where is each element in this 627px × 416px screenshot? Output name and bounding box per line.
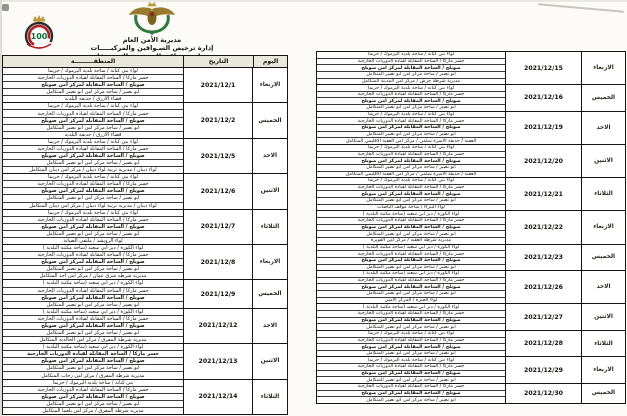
area-cell: ابو نصير / ساحة مركز امن ابو نصير المتكامل: [366, 324, 456, 330]
date-cell: 2021/12/28: [505, 331, 582, 357]
directorate-title: مديرية الأمن العام: [122, 36, 182, 44]
date-cell: 2021/12/9: [183, 280, 253, 307]
area-cell: جسر ماركا / الساحة المقابلة لقيادة الدوريات الخارجية: [317, 338, 505, 345]
area-cell: جسر ماركا / الساحة المقابلة لقيادة الدوريات الخارجية: [317, 278, 505, 285]
date-group-row: [3, 308, 287, 343]
area-cell: صويلح / الساحة المقابلة لمركز امن صويلح: [317, 344, 505, 351]
area-cell: مديرية شرطة المفرق / مركز امن رحاب المتكامل: [41, 372, 145, 379]
day-cell: الاربعاء: [593, 224, 614, 231]
area-cell: ابو نصير / ساحة مركز امن ابو نصير المتكامل: [366, 264, 456, 270]
day-cell: الاربعاء: [593, 367, 614, 374]
date-group-row: [317, 244, 625, 271]
area-cell: جسر ماركا / الساحة المقابلة لقيادة الدوريات الخارجية: [317, 384, 505, 391]
day-cell: الخميس: [591, 254, 616, 261]
area-cell: لواء بني كنانة / ساحة بلدية اليرموك / حريما: [3, 68, 183, 75]
day-cell: الثلاثاء: [260, 223, 280, 230]
date-cell: 2021/12/21: [505, 178, 582, 210]
area-cell: لواء بني كنانة / ساحة بلدية اليرموك / حريما: [3, 174, 183, 181]
area-cell: صويلح / الساحة المقابلة لمركز امن صويلح: [3, 259, 183, 266]
area-list: [317, 112, 505, 144]
area-cell: جسر ماركا / الساحة المقابلة لقيادة الدوريات الخارجية: [317, 311, 505, 318]
date-group-row: [317, 330, 625, 357]
area-cell: جسر ماركا / الساحة المقابلة لقيادة الدوريات الخارجية: [3, 252, 183, 259]
area-cell: لواء بني كنانة / ساحة بلدية اليرموك / حريما: [317, 52, 505, 59]
centennial-100-icon: [17, 14, 61, 56]
day-cell: الاثنين: [260, 358, 280, 365]
area-cell: ابو نصير / ساحة مركز امن ابو نصير المتكامل: [3, 89, 183, 96]
area-cell: لواء الكورة / دير ابي سعيد (ساحة مكتبة البلدية ): [317, 271, 505, 278]
area-list: [317, 85, 505, 111]
area-cell: ابو نصير / ساحة مركز امن ابو نصير المتكامل: [3, 125, 183, 132]
area-cell: العقبة / حديقة الاميرة سلمى / مركز امن العقبة الاقليمي المتكامل: [345, 171, 477, 177]
area-cell: مديرية شرطة المفرق / مركز امن الخالدية المتكامل: [39, 337, 147, 344]
area-cell: صويلح / الساحة المقابلة لمركز امن صويلح: [317, 158, 505, 165]
area-list: [317, 245, 505, 271]
scan-line-artifact: [538, 3, 624, 12]
area-cell: ابو نصير / ساحة مركز امن ابو نصير المتكامل: [366, 397, 456, 403]
area-cell: جسر ماركا / الساحة المقابلة لقيادة الدوريات الخارجية: [317, 59, 505, 66]
area-cell: ابو نصير / ساحة مركز امن ابو نصير المتكامل: [317, 132, 505, 139]
area-cell: صويلح / الساحة المقابلة لمركز امن صويلح: [317, 225, 505, 232]
area-list: [3, 380, 183, 414]
day-cell: الثلاثاء: [260, 393, 280, 400]
area-cell: ابو نصير / ساحة مركز امن ابو نصير المتكامل: [3, 231, 183, 238]
area-cell: لواء الجيزة / المركز الامني: [384, 298, 438, 304]
date-group-row: [3, 343, 287, 378]
area-cell: ابو نصير / ساحة مركز امن ابو نصير المتكامل: [317, 165, 505, 172]
area-cell: لواء الرويشد / ملتقى الصيانة: [63, 237, 123, 244]
area-cell: صويلح / الساحة المقابلة لمركز امن صويلح: [317, 191, 505, 198]
area-cell: صويلح / الساحة المقابلة لمركز امن صويلح: [3, 188, 183, 195]
area-cell: ابو نصير / ساحة مركز امن ابو نصير المتكامل: [46, 301, 140, 308]
area-list: [3, 103, 183, 137]
date-cell: 2021/12/22: [505, 211, 582, 243]
area-cell: لواء الكورة / دير ابي سعيد (ساحة مكتبة البلدية ): [317, 245, 505, 252]
scan-smudge-artifact: [2, 4, 9, 11]
area-list: [317, 178, 505, 210]
area-list: [317, 52, 505, 84]
date-group-row: [317, 270, 625, 303]
area-cell: جسر ماركا / الساحة المقابلة لقيادة الدوريات الخارجية: [3, 351, 183, 358]
area-cell: جسر ماركا / الساحة المقابلة لقيادة الدوريات الخارجية: [3, 110, 183, 117]
date-cell: 2021/12/16: [505, 85, 582, 111]
date-cell: 2021/12/5: [183, 139, 253, 173]
date-cell: 2021/12/15: [505, 52, 582, 84]
psd-emblem-icon: [126, 1, 178, 35]
date-cell: 2021/12/26: [505, 271, 582, 303]
day-cell: الاحد: [262, 322, 278, 329]
area-cell: لواء بني كنانة / ساحة بلدية اليرموك / حريما: [317, 145, 505, 152]
area-list: [3, 68, 183, 102]
date-group-row: [3, 138, 287, 173]
area-cell: صويلح / الساحة المقابلة لمركز امن صويلح: [3, 224, 183, 231]
day-cell: الاثنين: [260, 188, 280, 195]
department-title: إدارة ترخيص السـواقين والمركبـــــات: [90, 44, 214, 53]
day-cell: الخميس: [258, 291, 282, 298]
area-cell: صويلح / الساحة المقابلة لمركز امن صويلح: [317, 318, 505, 325]
area-cell: ابو نصير / ساحة مركز امن ابو نصير المتكامل: [3, 195, 183, 202]
area-cell: صويلح / الساحة المقابلة لمركز امن صويلح: [317, 98, 505, 105]
area-cell: صويلح / الساحة المقابلة لمركز امن صويلح: [3, 295, 183, 302]
area-cell: لواء الكورة / دير ابي سعيد (ساحة مكتبة البلدية ): [3, 309, 183, 316]
area-cell: جسر ماركا / الساحة المقابلة لقيادة الدوريات الخارجية: [3, 146, 183, 153]
area-cell: جسر ماركا / الساحة المقابلة لقيادة الدوريات الخارجية: [317, 118, 505, 125]
area-cell: ابو نصير / ساحة مركز امن ابو نصير المتكامل: [317, 231, 505, 238]
day-cell: الاحد: [596, 124, 611, 131]
centennial-logo: [12, 14, 66, 61]
area-cell: لواء الكورة / دير ابي سعيد (ساحة مكتبة البلدية ): [317, 304, 505, 311]
area-cell: بني كنانة / ساحة بلدية اليرموك / حريما: [3, 380, 183, 387]
area-cell: ابو نصير / ساحة مركز امن ابو نصير المتكامل: [3, 330, 183, 337]
area-cell: لواء بني كنانة / ساحة بلدية اليرموك / حريما: [3, 103, 183, 110]
area-cell: ابو نصير / ساحة مركز امن ابو نصير المتكامل: [3, 266, 183, 273]
day-cell: الاربعاء: [259, 259, 281, 266]
area-list: [317, 357, 505, 383]
area-cell: ابو نصير / ساحة مركز امن ابو نصير المتكامل: [366, 377, 456, 383]
area-list: [3, 139, 183, 173]
date-group-row: [3, 102, 287, 137]
date-cell: 2021/12/27: [505, 304, 582, 330]
area-list: [3, 280, 183, 307]
area-cell: لواء الكورة / دير ابي سعيد (ساحة مكتبة البلدية ): [317, 211, 505, 218]
area-cell: ابو نصير / ساحة مركز امن ابو نصير المتكامل: [3, 160, 183, 167]
date-group-row: [317, 52, 625, 84]
date-cell: 2021/12/7: [183, 210, 253, 244]
date-cell: 2021/12/1: [183, 68, 253, 102]
area-cell: ابو نصير / ساحة مركز امن ابو نصير المتكامل: [317, 198, 505, 205]
area-cell: لواء بني كنانة / ساحة بلدية اليرموك / حريما: [3, 139, 183, 146]
column-header-area: المنطقـــــــــة: [70, 58, 116, 65]
area-cell: لواء ذيبان / مديرية تربية لواء ذيبان / مركز امن ذيبان المتكامل: [29, 167, 157, 174]
area-cell: مديرية شرطة جرش / مركز امن المدينة المتكامل: [361, 78, 461, 84]
area-cell: مديرية شرطة المفرق / مركز امن بلعما المتكامل: [42, 407, 144, 414]
area-list: [317, 304, 505, 330]
area-cell: جسر ماركا / الساحة المقابلة لقيادة الدوريات الخارجية: [317, 92, 505, 99]
area-cell: ابو نصير / ساحة مركز امن ابو نصير المتكامل: [366, 351, 456, 357]
date-cell: 2021/12/8: [183, 245, 253, 279]
area-list: [317, 331, 505, 357]
date-group-row: [317, 177, 625, 210]
table-header-row: [3, 56, 287, 68]
date-group-row: [317, 356, 625, 383]
day-cell: الخميس: [258, 117, 282, 124]
document-header: [86, 1, 218, 61]
svg-text:100: 100: [30, 32, 48, 41]
day-cell: الاربعاء: [259, 82, 281, 89]
day-cell: الاثنين: [594, 314, 613, 321]
area-list: [3, 309, 183, 343]
date-group-row: [3, 173, 287, 208]
area-cell: جسر ماركا / الساحة المقابلة لقيادة الدوريات الخارجية: [3, 217, 183, 224]
date-group-row: [3, 68, 287, 102]
area-cell: لواء الكورة / دير ابي سعيد (ساحة مكتبة البلدية ): [3, 344, 183, 351]
area-cell: جسر ماركا / الساحة المقابلة لقيادة الدوريات الخارجية: [3, 387, 183, 394]
area-list: [317, 384, 505, 403]
area-cell: صويلح / الساحة المقابلة لمركز امن صويلح: [317, 65, 505, 72]
area-list: [3, 245, 183, 279]
area-cell: العقبة / حديقة الاميرة سلمى / مركز امن العقبة الاقليمي المتكامل: [345, 138, 477, 144]
area-list: [317, 271, 505, 303]
day-cell: الثلاثاء: [594, 191, 613, 198]
area-list: [3, 210, 183, 244]
area-list: [3, 174, 183, 208]
area-cell: جسر ماركا / الساحة المقابلة لقيادة الدوريات الخارجية: [317, 185, 505, 192]
area-cell: صويلح / الساحة المقابلة لمركز امن صويلح: [3, 82, 183, 89]
area-cell: لواء الكورة / دير ابي سعيد (ساحة مكتبة البلدية ): [3, 245, 183, 252]
date-cell: 2021/12/30: [505, 384, 582, 403]
area-cell: جسر ماركا / الساحة المقابلة لقيادة الدوريات الخارجية: [317, 152, 505, 159]
area-cell: لواء الكورة / دير ابي سعيد (ساحة مكتبة البلدية ): [3, 280, 183, 287]
column-header-date: التاريخ: [183, 56, 253, 67]
area-cell: جسر ماركا / الساحة المقابلة لقيادة الدوريات الخارجية: [3, 75, 183, 82]
area-list: [317, 211, 505, 243]
area-cell: جسر ماركا / الساحة المقابلة لقيادة الدوريات الخارجية: [317, 251, 505, 258]
date-group-row: [317, 210, 625, 243]
area-cell: صويلح / الساحة المقابلة لمركز امن صويلح: [317, 371, 505, 378]
area-cell: صويلح / الساحة المقابلة لمركز امن صويلح: [317, 125, 505, 132]
date-group-row: [317, 303, 625, 330]
area-cell: مديرية شرطة شرق عمان / مركز امن احد المتكامل: [39, 273, 147, 280]
area-cell: صويلح / الساحة المقابلة لمركز امن صويلح: [3, 323, 183, 330]
table-body: [3, 68, 287, 414]
day-cell: الثلاثاء: [594, 340, 613, 347]
area-cell: جسر ماركا / الساحة المقابلة لقيادة الدوريات الخارجية: [3, 288, 183, 295]
area-cell: لواء ذيبان / مديرية تربية لواء ذيبان / مركز امن ذيبان المتكامل: [29, 202, 157, 209]
day-cell: الاحد: [596, 284, 611, 291]
area-cell: لواء بني كنانة / ساحة بلدية اليرموك / حريما: [317, 112, 505, 119]
area-cell: جسر ماركا / الساحة المقابلة لقيادة الدوريات الخارجية: [317, 218, 505, 225]
day-cell: الاثنين: [594, 158, 613, 165]
area-cell: جسر ماركا / الساحة المقابلة لقيادة الدوريات الخارجية: [3, 316, 183, 323]
area-cell: ابو نصير / ساحة مركز امن ابو نصير المتكامل: [366, 105, 456, 111]
day-cell: الاحد: [262, 153, 278, 160]
date-group-row: [3, 379, 287, 414]
area-list: [3, 344, 183, 378]
area-cell: صويلح / الساحة المقابلة لمركز امن صويلح: [3, 153, 183, 160]
area-cell: صويلح / الساحة المقابلة لمركز امن صويلح: [3, 394, 183, 401]
area-cell: ابو نصير / ساحة مركز امن ابو نصير المتكامل: [3, 365, 183, 372]
area-cell: جسر ماركا / الساحة المقابلة لقيادة الدوريات الخارجية: [3, 181, 183, 188]
day-cell: الخميس: [591, 94, 616, 101]
date-group-row: [317, 84, 625, 111]
area-cell: قضاء الازرق / حديقة البلدية: [64, 131, 122, 138]
area-cell: صويلح / الساحة المقابلة لمركز امن صويلح: [317, 391, 505, 398]
date-cell: 2021/12/23: [505, 245, 582, 271]
date-group-row: [3, 279, 287, 307]
date-group-row: [3, 209, 287, 244]
day-cell: الاربعاء: [593, 65, 614, 72]
date-cell: 2021/12/12: [183, 309, 253, 343]
area-cell: لواء بني كنانة / ساحة بلدية اليرموك / حريما: [317, 85, 505, 92]
area-cell: صويلح / الساحة المقابلة لمركز امن صويلح: [317, 258, 505, 265]
area-cell: لواء البتراء / ساحة موقف الباصات: [377, 205, 445, 211]
column-header-day: اليوم: [253, 56, 287, 67]
date-group-row: [3, 244, 287, 279]
area-cell: جسر ماركا / الساحة المقابلة لقيادة الدوريات الخارجية: [317, 364, 505, 371]
date-cell: 2021/12/20: [505, 145, 582, 177]
area-cell: لواء بني كنانة / ساحة بلدية اليرموك / حريما: [3, 210, 183, 217]
date-cell: 2021/12/19: [505, 112, 582, 144]
date-cell: 2021/12/14: [183, 380, 253, 414]
schedule-table-first-half: [2, 55, 288, 415]
date-group-row: [317, 383, 625, 403]
date-cell: 2021/12/29: [505, 357, 582, 383]
area-cell: صويلح / الساحة المقابلة لمركز امن صويلح: [317, 284, 505, 291]
area-list: [317, 145, 505, 177]
area-cell: لواء بني كنانة / ساحة بلدية اليرموك / حريما: [317, 331, 505, 338]
day-cell: الخميس: [591, 390, 616, 397]
date-cell: 2021/12/6: [183, 174, 253, 208]
area-cell: لواء بني كنانة / ساحة بلدية اليرموك / حريما: [317, 178, 505, 185]
date-cell: 2021/12/2: [183, 103, 253, 137]
area-cell: صويلح / الساحة المقابلة لمركز امن صويلح: [3, 358, 183, 365]
area-cell: ابو نصير / ساحة مركز امن ابو نصير المتكامل: [3, 401, 183, 408]
schedule-table-second-half: [316, 51, 626, 404]
area-cell: قضاء الازرق / حديقة البلدية: [64, 96, 122, 103]
date-group-row: [317, 144, 625, 177]
area-cell: لواء بني كنانة / ساحة بلدية اليرموك / حريما: [317, 357, 505, 364]
area-cell: مديرية شرطة العقبة / مركز امن القويرة: [370, 238, 452, 244]
table-body: [317, 52, 625, 403]
area-cell: صويلح / الساحة المقابلة لمركز امن صويلح: [3, 118, 183, 125]
area-cell: ابو نصير / ساحة مركز امن ابو نصير المتكامل: [317, 291, 505, 298]
date-cell: 2021/12/13: [183, 344, 253, 378]
date-group-row: [317, 111, 625, 144]
area-cell: ابو نصير / ساحة مركز امن ابو نصير المتكامل: [317, 72, 505, 79]
